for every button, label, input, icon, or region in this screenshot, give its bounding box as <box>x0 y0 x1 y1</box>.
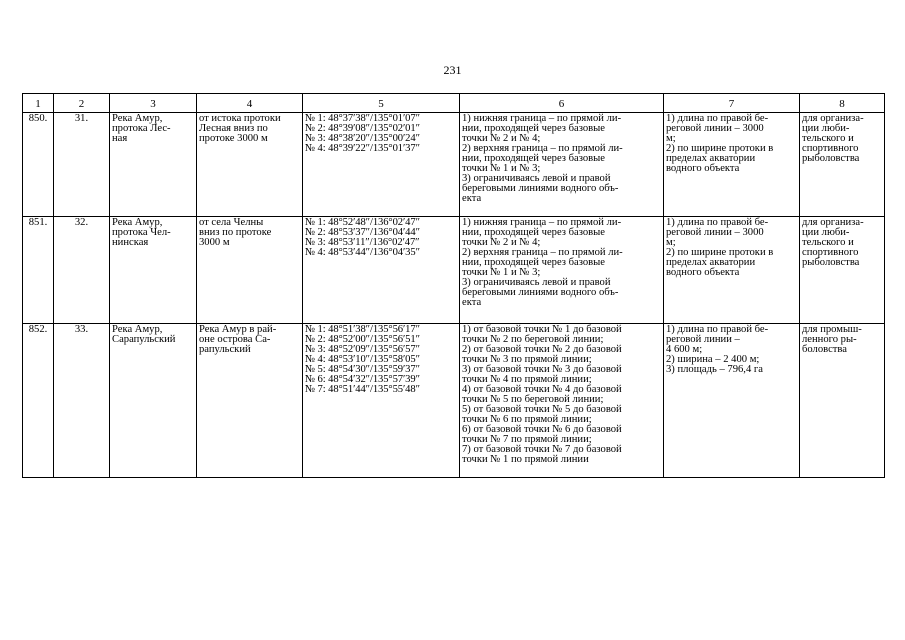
cell-line: пределах акватории <box>666 257 756 268</box>
cell-line: рапульский <box>199 344 251 355</box>
cell-line: точки № 5 по береговой линии; <box>462 394 604 405</box>
row-number-cell: 851. <box>23 217 54 324</box>
cell-line: 3) ограничиваясь левой и правой <box>462 173 611 184</box>
cell-line: от истока протоки <box>199 113 281 124</box>
table-header-row <box>23 94 885 113</box>
cell-line: № 4: 48°53′10″/135°58′05″ <box>305 354 420 365</box>
purpose-cell <box>800 324 885 478</box>
cell-line: Река Амур, <box>112 217 163 228</box>
cell-line: нинская <box>112 237 149 248</box>
cell-line: 1) длина по правой бе- <box>666 324 769 335</box>
coordinates-cell <box>303 324 460 478</box>
cell-line: м; <box>666 133 676 144</box>
cell-line: точки № 2 по береговой линии; <box>462 334 604 345</box>
cell-line: 2) верхняя граница – по прямой ли- <box>462 143 623 154</box>
boundaries-cell <box>460 324 664 478</box>
cell-line: Лесная вниз по <box>199 123 268 134</box>
cell-line: Река Амур, <box>112 113 163 124</box>
item-number-cell: 31. <box>54 113 110 217</box>
cell-line: № 7: 48°51′44″/135°55′48″ <box>305 384 420 395</box>
cell-line: № 6: 48°54′32″/135°57′39″ <box>305 374 420 385</box>
cell-line: м; <box>666 237 676 248</box>
cell-line: рыболовства <box>802 257 860 268</box>
area-description-cell <box>197 217 303 324</box>
size-cell <box>664 217 800 324</box>
cell-line: № 4: 48°53′44″/136°04′35″ <box>305 247 420 258</box>
cell-line: береговыми линиями водного объ- <box>462 183 619 194</box>
area-description-cell <box>197 113 303 217</box>
cell-line: екта <box>462 297 482 308</box>
cell-line: вниз по протоке <box>199 227 272 238</box>
cell-line: № 1: 48°52′48″/136°02′47″ <box>305 217 420 228</box>
cell-line: реговой линии – <box>666 334 740 345</box>
boundaries-cell <box>460 217 664 324</box>
cell-line: точки № 2 и № 4; <box>462 133 541 144</box>
purpose-cell <box>800 217 885 324</box>
cell-line: точки № 7 по прямой линии; <box>462 434 592 445</box>
cell-line: № 1: 48°37′38″/135°01′07″ <box>305 113 420 124</box>
cell-line: водного объекта <box>666 163 740 174</box>
cell-line: нии, проходящей через базовые <box>462 257 605 268</box>
cell-line: 2) ширина – 2 400 м; <box>666 354 760 365</box>
boundaries-cell <box>460 113 664 217</box>
coordinates-cell <box>303 113 460 217</box>
table-row <box>23 324 885 478</box>
cell-line: ции люби- <box>802 123 850 134</box>
cell-line: ленного ры- <box>802 334 857 345</box>
cell-line: для организа- <box>802 113 864 124</box>
cell-line: точки № 4 по прямой линии; <box>462 374 592 385</box>
cell-line: для организа- <box>802 217 864 228</box>
cell-line: екта <box>462 193 482 204</box>
column-header: 1 <box>23 94 54 113</box>
cell-line: № 1: 48°51′38″/135°56′17″ <box>305 324 420 335</box>
cell-line: 1) длина по правой бе- <box>666 113 769 124</box>
cell-line: Сарапульский <box>112 334 176 345</box>
cell-line: спортивного <box>802 143 859 154</box>
cell-line: № 3: 48°38′20″/135°00′24″ <box>305 133 420 144</box>
cell-line: 2) от базовой точки № 2 до базовой <box>462 344 622 355</box>
cell-line: протока Чел- <box>112 227 171 238</box>
column-header: 7 <box>664 94 800 113</box>
size-cell <box>664 324 800 478</box>
cell-line: 7) от базовой точки № 7 до базовой <box>462 444 622 455</box>
cell-line: 1) нижняя граница – по прямой ли- <box>462 217 622 228</box>
cell-line: 2) верхняя граница – по прямой ли- <box>462 247 623 258</box>
cell-line: 3000 м <box>199 237 230 248</box>
area-description-cell <box>197 324 303 478</box>
cell-line: ции люби- <box>802 227 850 238</box>
cell-line: береговыми линиями водного объ- <box>462 287 619 298</box>
item-number-cell: 33. <box>54 324 110 478</box>
row-number-cell: 852. <box>23 324 54 478</box>
cell-line: Река Амур в рай- <box>199 324 277 335</box>
cell-line: точки № 1 по прямой линии <box>462 454 589 465</box>
cell-line: водного объекта <box>666 267 740 278</box>
water-body-cell <box>110 324 197 478</box>
cell-line: нии, проходящей через базовые <box>462 227 605 238</box>
cell-line: реговой линии – 3000 <box>666 227 764 238</box>
cell-line: точки № 6 по прямой линии; <box>462 414 592 425</box>
cell-line: нии, проходящей через базовые <box>462 123 605 134</box>
cell-line: 3) от базовой точки № 3 до базовой <box>462 364 622 375</box>
cell-line: 4) от базовой точки № 4 до базовой <box>462 384 622 395</box>
cell-line: 5) от базовой точки № 5 до базовой <box>462 404 622 415</box>
size-cell <box>664 113 800 217</box>
item-number-cell: 32. <box>54 217 110 324</box>
cell-line: ная <box>112 133 128 144</box>
cell-line: 1) нижняя граница – по прямой ли- <box>462 113 622 124</box>
cell-line: 2) по ширине протоки в <box>666 247 774 258</box>
cell-line: № 3: 48°52′09″/135°56′57″ <box>305 344 420 355</box>
cell-line: 4 600 м; <box>666 344 703 355</box>
purpose-cell <box>800 113 885 217</box>
cell-line: от села Челны <box>199 217 264 228</box>
column-header: 4 <box>197 94 303 113</box>
cell-line: 1) длина по правой бе- <box>666 217 769 228</box>
column-header: 3 <box>110 94 197 113</box>
column-header: 5 <box>303 94 460 113</box>
cell-line: № 2: 48°39′08″/135°02′01″ <box>305 123 420 134</box>
cell-line: точки № 1 и № 3; <box>462 267 541 278</box>
coordinates-cell <box>303 217 460 324</box>
cell-line: протока Лес- <box>112 123 171 134</box>
cell-line: 2) по ширине протоки в <box>666 143 774 154</box>
cell-line: спортивного <box>802 247 859 258</box>
table-row <box>23 217 885 324</box>
water-body-cell <box>110 217 197 324</box>
page-number: 231 <box>443 63 462 77</box>
cell-line: тельского и <box>802 133 854 144</box>
cell-line: № 2: 48°53′37″/136°04′44″ <box>305 227 420 238</box>
cell-line: № 5: 48°54′30″/135°59′37″ <box>305 364 420 375</box>
cell-line: пределах акватории <box>666 153 756 164</box>
water-body-cell <box>110 113 197 217</box>
cell-line: тельского и <box>802 237 854 248</box>
cell-line: протоке 3000 м <box>199 133 268 144</box>
cell-line: точки № 2 и № 4; <box>462 237 541 248</box>
row-number-cell: 850. <box>23 113 54 217</box>
cell-line: нии, проходящей через базовые <box>462 153 605 164</box>
cell-line: № 2: 48°52′00″/135°56′51″ <box>305 334 420 345</box>
cell-line: реговой линии – 3000 <box>666 123 764 134</box>
cell-line: 1) от базовой точки № 1 до базовой <box>462 324 622 335</box>
table-row <box>23 113 885 217</box>
cell-line: 6) от базовой точки № 6 до базовой <box>462 424 622 435</box>
cell-line: Река Амур, <box>112 324 163 335</box>
cell-line: 3) ограничиваясь левой и правой <box>462 277 611 288</box>
cell-line: № 4: 48°39′22″/135°01′37″ <box>305 143 420 154</box>
column-header: 6 <box>460 94 664 113</box>
cell-line: для промыш- <box>802 324 862 335</box>
cell-line: боловства <box>802 344 847 355</box>
cell-line: точки № 3 по прямой линии; <box>462 354 592 365</box>
column-header: 8 <box>800 94 885 113</box>
cell-line: оне острова Са- <box>199 334 271 345</box>
cell-line: № 3: 48°53′11″/136°02′47″ <box>305 237 420 248</box>
fishing-areas-table <box>22 93 885 478</box>
cell-line: точки № 1 и № 3; <box>462 163 541 174</box>
cell-line: рыболовства <box>802 153 860 164</box>
cell-line: 3) площадь – 796,4 га <box>666 364 763 375</box>
column-header: 2 <box>54 94 110 113</box>
